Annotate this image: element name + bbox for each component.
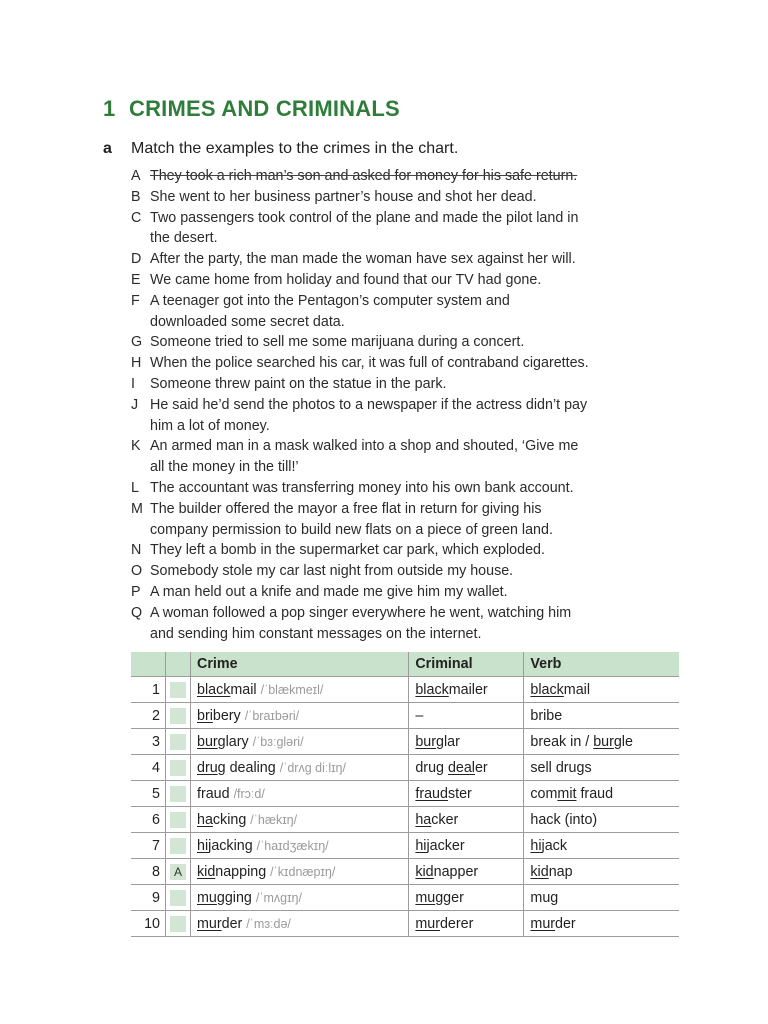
answer-cell <box>166 911 191 937</box>
word-part-pre: hack (into) <box>530 811 598 828</box>
example-letter: L <box>131 479 139 496</box>
example-text <box>150 374 691 395</box>
word-part-post: mailer <box>448 681 488 698</box>
word-part-u: bri <box>197 707 213 724</box>
crime-cell <box>191 885 409 911</box>
word-part-u: bur <box>415 733 437 750</box>
example-letter: I <box>131 375 135 392</box>
example-text-line: An armed man in a mask walked into a shop and shouted, ‘Give me <box>150 438 579 455</box>
example-letter: D <box>131 251 142 268</box>
verb-cell <box>524 833 679 859</box>
exercise-instruction <box>103 140 458 158</box>
criminal-cell <box>409 807 524 833</box>
word-part-post: jack <box>541 837 567 854</box>
example-letter: B <box>131 188 141 205</box>
exercise-instruction-text: Match the examples to the crimes in the chart. <box>131 140 459 157</box>
word-part-u: bur <box>197 733 218 750</box>
row-number: 3 <box>131 729 166 755</box>
row-number: 7 <box>131 833 166 859</box>
table-row <box>131 911 679 937</box>
example-item <box>131 540 691 561</box>
example-text <box>150 291 691 333</box>
table-row <box>131 859 679 885</box>
crime-pronunciation: /ˈhaɪdʒækɪŋ/ <box>256 838 329 853</box>
word-part-post: mail <box>230 681 257 698</box>
crime-pronunciation: /ˈblækmeɪl/ <box>260 682 324 697</box>
word-part-u: kid <box>197 863 216 880</box>
example-letter: K <box>131 438 141 455</box>
example-text-line: Someone threw paint on the statue in the park. <box>150 375 447 392</box>
example-text-line: Somebody stole my car last night from outside my house. <box>150 563 514 580</box>
word-part-pre: – <box>415 707 424 724</box>
crimes-table <box>131 652 679 937</box>
word-part-u: drug <box>197 759 226 776</box>
word-part-pre: com <box>530 785 558 802</box>
example-text-line: A man held out a knife and made me give him my wallet. <box>150 583 508 600</box>
example-item <box>131 436 691 478</box>
answer-box[interactable] <box>170 838 186 854</box>
answer-cell <box>166 729 191 755</box>
row-number: 9 <box>131 885 166 911</box>
word-part-post: cker <box>431 811 459 828</box>
example-letter: H <box>131 355 142 372</box>
answer-box[interactable] <box>170 708 186 724</box>
criminal-cell <box>409 755 524 781</box>
example-item <box>131 166 691 187</box>
word-part-u: mur <box>530 915 556 932</box>
crime-pronunciation: /ˈhækɪŋ/ <box>250 812 298 827</box>
header-crime: Crime <box>191 652 409 677</box>
verb-cell <box>524 703 679 729</box>
row-number: 1 <box>131 677 166 703</box>
crime-cell <box>191 729 409 755</box>
word-part-pre: mug <box>530 889 559 906</box>
word-part-pre: sell drugs <box>530 759 592 776</box>
example-text-line: company permission to build new flats on a piece of green land. <box>150 521 553 538</box>
header-number <box>131 652 166 677</box>
example-letter: Q <box>131 604 143 621</box>
word-part-u: bur <box>593 733 614 750</box>
answer-box[interactable] <box>170 786 186 802</box>
example-text-line: He said he’d send the photos to a newspaper if the actress didn’t pay <box>150 396 588 413</box>
example-text-line: and sending him constant messages on the internet. <box>150 625 482 642</box>
word-part-u: fraud <box>415 785 448 802</box>
example-text-line: the desert. <box>150 230 218 247</box>
word-part-post: nap <box>548 863 573 880</box>
crime-pronunciation: /ˈmʌgɪŋ/ <box>255 890 302 905</box>
example-letter: P <box>131 583 141 600</box>
criminal-cell <box>409 677 524 703</box>
example-item <box>131 249 691 270</box>
example-text <box>150 166 691 187</box>
table-row <box>131 755 679 781</box>
example-item <box>131 332 691 353</box>
example-text-line: all the money in the till!’ <box>150 459 299 476</box>
answer-cell <box>166 807 191 833</box>
word-part-post: derer <box>439 915 474 932</box>
word-part-u: kid <box>530 863 549 880</box>
example-text-line: The accountant was transferring money into his own bank account. <box>150 479 574 496</box>
word-part-post: dealing <box>225 759 276 776</box>
word-part-post: gle <box>613 733 633 750</box>
example-text-line: After the party, the man made the woman have sex against her will. <box>150 251 576 268</box>
example-text-line: They left a bomb in the supermarket car park, which exploded. <box>150 542 545 559</box>
example-item <box>131 291 691 333</box>
word-part-post: jacking <box>208 837 253 854</box>
table-row <box>131 885 679 911</box>
crime-cell <box>191 859 409 885</box>
word-part-u: kid <box>415 863 434 880</box>
crime-cell <box>191 781 409 807</box>
criminal-cell <box>409 703 524 729</box>
example-text-line: downloaded some secret data. <box>150 313 345 330</box>
answer-box[interactable] <box>170 812 186 828</box>
row-number: 4 <box>131 755 166 781</box>
example-text <box>150 249 691 270</box>
answer-cell <box>166 677 191 703</box>
example-letter: A <box>131 168 141 184</box>
crime-cell <box>191 677 409 703</box>
criminal-cell <box>409 833 524 859</box>
example-text-line: When the police searched his car, it was full of contraband cigarettes. <box>150 355 589 372</box>
answer-cell <box>166 755 191 781</box>
answer-cell <box>166 703 191 729</box>
word-part-pre: fraud <box>197 785 230 802</box>
crime-pronunciation: /frɔːd/ <box>233 786 265 801</box>
section-number: 1 <box>103 96 116 121</box>
word-part-pre: break in / <box>530 733 594 750</box>
example-text-line: They took a rich man’s son and asked for money for his safe return. <box>150 168 578 184</box>
example-text-line: him a lot of money. <box>150 417 270 434</box>
example-letter: O <box>131 563 143 580</box>
word-part-pre: bribe <box>530 707 563 724</box>
word-part-u: mit <box>557 785 577 802</box>
word-part-u: deal <box>447 759 475 776</box>
example-text <box>150 332 691 353</box>
example-text <box>150 540 691 561</box>
answer-cell <box>166 859 191 885</box>
word-part-u: ha <box>197 811 213 828</box>
header-criminal: Criminal <box>409 652 524 677</box>
table-row <box>131 833 679 859</box>
example-text <box>150 208 691 250</box>
crime-cell <box>191 833 409 859</box>
section-title-text: CRIMES AND CRIMINALS <box>129 96 400 121</box>
verb-cell <box>524 807 679 833</box>
word-part-u: mur <box>415 915 440 932</box>
word-part-post: gger <box>435 889 464 906</box>
word-part-pre: drug <box>415 759 448 776</box>
table-row <box>131 729 679 755</box>
example-text-line: Two passengers took control of the plane and made the pilot land in <box>150 209 579 226</box>
crime-cell <box>191 703 409 729</box>
word-part-post: er <box>474 759 488 776</box>
examples-list <box>131 166 691 644</box>
example-item <box>131 208 691 250</box>
example-item <box>131 499 691 541</box>
word-part-post: bery <box>212 707 241 724</box>
criminal-cell <box>409 885 524 911</box>
section-title <box>103 96 400 122</box>
example-text <box>150 582 691 603</box>
word-part-u: hi <box>530 837 542 854</box>
example-item <box>131 353 691 374</box>
word-part-u: mu <box>197 889 217 906</box>
row-number: 6 <box>131 807 166 833</box>
word-part-post: der <box>555 915 576 932</box>
exercise-letter: a <box>103 140 112 157</box>
crime-pronunciation: /ˈbraɪbəri/ <box>244 708 300 723</box>
answer-box[interactable] <box>170 760 186 776</box>
word-part-u: mur <box>197 915 222 932</box>
example-text <box>150 499 691 541</box>
answer-box[interactable] <box>170 734 186 750</box>
table-header-row <box>131 652 679 677</box>
word-part-u: hi <box>197 837 209 854</box>
criminal-cell <box>409 911 524 937</box>
word-part-post: mail <box>563 681 591 698</box>
word-part-post: napper <box>433 863 479 880</box>
example-text <box>150 395 691 437</box>
verb-cell <box>524 677 679 703</box>
example-text <box>150 478 691 499</box>
word-part-post: glar <box>436 733 460 750</box>
table-row <box>131 807 679 833</box>
word-part-post: napping <box>215 863 267 880</box>
crime-cell <box>191 755 409 781</box>
example-letter: N <box>131 542 142 559</box>
crime-pronunciation: /ˈdrʌg diːlɪŋ/ <box>279 760 346 775</box>
example-item <box>131 478 691 499</box>
criminal-cell <box>409 859 524 885</box>
table-row <box>131 677 679 703</box>
example-text-line: She went to her business partner’s house and shot her dead. <box>150 188 537 205</box>
example-text <box>150 603 691 645</box>
row-number: 8 <box>131 859 166 885</box>
criminal-cell <box>409 781 524 807</box>
example-text-line: We came home from holiday and found that our TV had gone. <box>150 271 542 288</box>
word-part-u: ha <box>415 811 432 828</box>
example-item <box>131 270 691 291</box>
word-part-post: gging <box>216 889 252 906</box>
word-part-u: mu <box>415 889 436 906</box>
example-text <box>150 436 691 478</box>
answer-box[interactable] <box>170 682 186 698</box>
answer-box[interactable] <box>170 916 186 932</box>
answer-box[interactable]: A <box>170 864 186 880</box>
crime-cell <box>191 807 409 833</box>
verb-cell <box>524 885 679 911</box>
answer-cell <box>166 833 191 859</box>
verb-cell <box>524 911 679 937</box>
example-text <box>150 353 691 374</box>
answer-cell <box>166 885 191 911</box>
example-text-line: A teenager got into the Pentagon’s computer system and <box>150 292 510 309</box>
example-letter: F <box>131 292 140 309</box>
verb-cell <box>524 859 679 885</box>
example-letter: C <box>131 209 142 226</box>
table-row <box>131 781 679 807</box>
word-part-post: der <box>221 915 243 932</box>
word-part-post: ster <box>447 785 472 802</box>
crime-pronunciation: /ˈmɜːdə/ <box>246 916 291 931</box>
answer-box[interactable] <box>170 890 186 906</box>
word-part-post: glary <box>217 733 249 750</box>
crime-cell <box>191 911 409 937</box>
crime-pronunciation: /ˈkɪdnæpɪŋ/ <box>270 864 336 879</box>
example-text <box>150 187 691 208</box>
header-answer <box>166 652 191 677</box>
word-part-post: cking <box>212 811 247 828</box>
example-item <box>131 187 691 208</box>
word-part-u: black <box>197 681 231 698</box>
example-text-line: Someone tried to sell me some marijuana during a concert. <box>150 334 525 351</box>
example-letter: G <box>131 334 143 351</box>
verb-cell <box>524 781 679 807</box>
example-letter: J <box>131 396 139 413</box>
word-part-u: hi <box>415 837 427 854</box>
verb-cell <box>524 755 679 781</box>
example-item <box>131 603 691 645</box>
row-number: 2 <box>131 703 166 729</box>
example-item <box>131 395 691 437</box>
word-part-u: black <box>530 681 564 698</box>
word-part-post: fraud <box>576 785 614 802</box>
row-number: 10 <box>131 911 166 937</box>
table-row <box>131 703 679 729</box>
criminal-cell <box>409 729 524 755</box>
word-part-post: jacker <box>426 837 465 854</box>
example-item <box>131 582 691 603</box>
answer-cell <box>166 781 191 807</box>
header-verb: Verb <box>524 652 679 677</box>
crime-pronunciation: /ˈbɜːgləri/ <box>252 734 304 749</box>
example-item <box>131 374 691 395</box>
row-number: 5 <box>131 781 166 807</box>
example-text <box>150 561 691 582</box>
example-text-line: The builder offered the mayor a free flat in return for giving his <box>150 500 542 517</box>
verb-cell <box>524 729 679 755</box>
table-body <box>131 677 679 937</box>
example-text-line: A woman followed a pop singer everywhere he went, watching him <box>150 604 572 621</box>
word-part-u: black <box>415 681 449 698</box>
example-letter: M <box>131 500 143 517</box>
example-item <box>131 561 691 582</box>
example-text <box>150 270 691 291</box>
example-letter: E <box>131 271 141 288</box>
